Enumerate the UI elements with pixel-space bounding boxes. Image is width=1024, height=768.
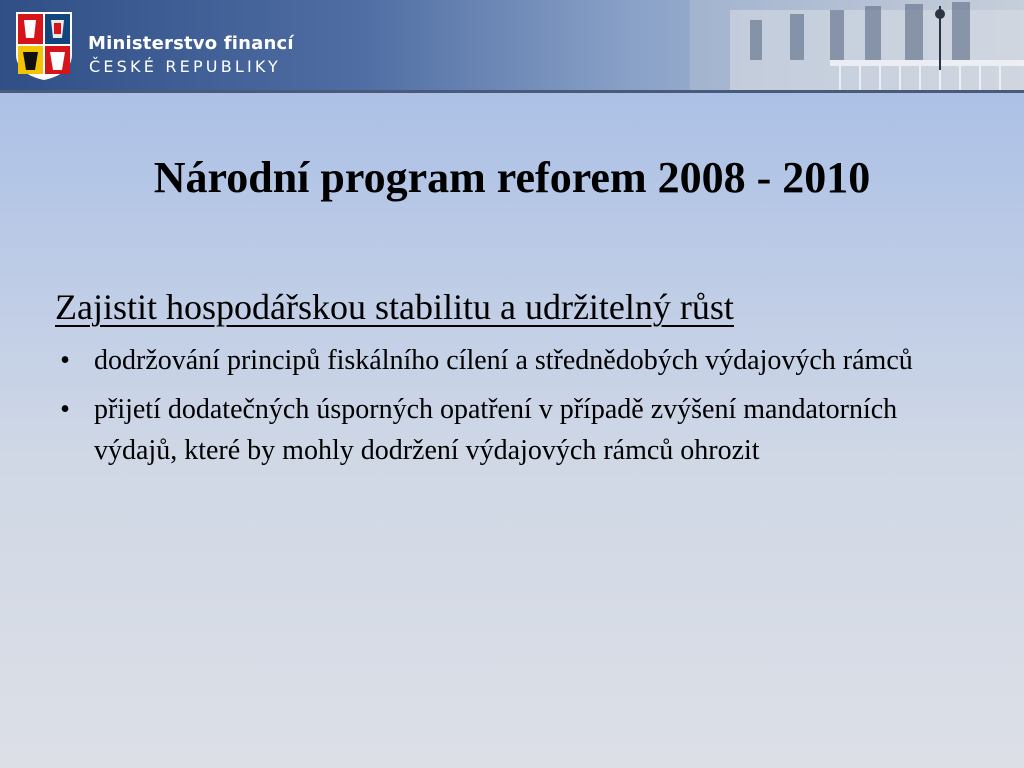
bullet-marker: • [60, 345, 70, 376]
header-divider [0, 90, 1024, 93]
org-name: Ministerstvo financí [88, 33, 294, 54]
bullet-item [55, 340, 955, 381]
bullet-item [55, 389, 955, 471]
bullet-text: přijetí dodatečných úsporných opatření v případě zvýšení mandatorních výdajů, které by mohly dodržení výdajových rámců ohrozit [94, 394, 898, 466]
org-subtitle: ČESKÉ REPUBLIKY [89, 57, 282, 76]
slide-header [0, 0, 1024, 92]
slide-subheading: Zajistit hospodářskou stabilitu a udržitelný růst [55, 287, 734, 327]
czech-coat-of-arms-icon [14, 10, 74, 82]
building-facade-image [690, 0, 1024, 90]
bullet-marker: • [60, 394, 70, 425]
bullet-list [55, 340, 955, 479]
slide-title: Národní program reforem 2008 - 2010 [153, 153, 871, 202]
bullet-text: dodržování principů fiskálního cílení a střednědobých výdajových rámců [94, 345, 913, 376]
